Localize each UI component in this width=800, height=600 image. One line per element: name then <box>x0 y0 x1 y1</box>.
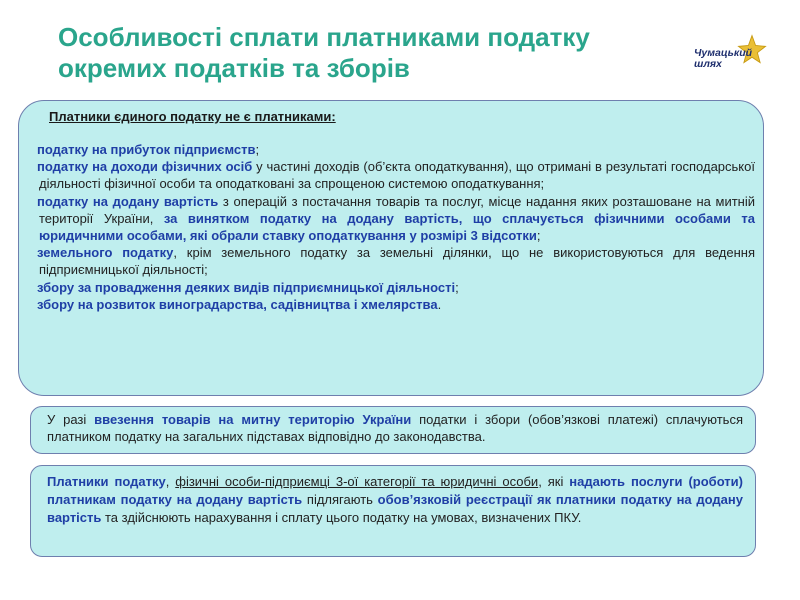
tax-detail: , крім земельного податку за земельні ділянки, що не використовуються для ведення підприємницької діяльності; <box>39 245 755 278</box>
vat-u1: фізичні особи-підприємці 3-ої категорії та юридичні особи <box>175 474 539 489</box>
tax-exception: за винятком податку на додану вартість, що сплачується фізичними особами та юридичними особами, які обрали ставку оподаткування у розмірі 3 відсотки <box>39 210 755 244</box>
logo-text: Чумацький шлях <box>694 47 753 70</box>
import-note-text <box>47 411 743 445</box>
tax-name: податку на прибуток підприємств <box>37 142 256 157</box>
list-item <box>25 158 755 192</box>
logo <box>686 30 780 82</box>
list-item <box>25 193 755 245</box>
tax-detail-end: ; <box>536 228 541 244</box>
tax-name: податку на додану вартість <box>37 193 219 209</box>
vat-registration-text <box>47 473 743 527</box>
vat-t4: та здійснюють нарахування і сплату цього податку на умовах, визначених ПКУ. <box>101 510 582 525</box>
panel-heading: Платники єдиного податку не є платниками: <box>49 109 336 124</box>
vat-registration-panel <box>30 465 756 557</box>
list-item <box>25 244 755 278</box>
tax-exemption-list <box>25 141 755 313</box>
tax-detail: з операцій з постачання товарів та послуг, місце надання яких розташоване на митній території України, <box>39 193 755 226</box>
vat-b2: надають послуги (роботи) платникам податку на додану вартість <box>47 474 743 507</box>
vat-b3: обов’язковій реєстрації як платники податку на додану вартість <box>47 492 743 525</box>
import-note-post: податки і збори (обов’язкові платежі) сплачуються платником податку на загальних підставах відповідно до законодавства. <box>47 412 743 444</box>
list-item <box>25 141 755 158</box>
tax-name: збору за провадження деяких видів підприємницької діяльності <box>37 279 456 295</box>
import-note-panel <box>30 406 756 454</box>
tax-name: земельного податку <box>37 245 174 261</box>
tax-detail: у частині доходів (об’єкта оподаткування), що отримані в результаті господарської діяльності фізичної особи та оподатковані за спрощеною системою оподаткування; <box>39 159 755 192</box>
slide-title: Особливості сплати платниками податку окремих податків та зборів <box>58 22 590 83</box>
non-payers-panel <box>18 100 764 396</box>
list-item <box>25 296 755 313</box>
vat-t1: , <box>165 474 176 489</box>
vat-t2: , які <box>538 474 570 489</box>
tax-detail: ; <box>255 142 260 157</box>
import-note-bold: ввезення товарів на митну територію України <box>94 412 412 427</box>
list-item <box>25 279 755 296</box>
import-note-pre: У разі <box>47 412 95 427</box>
tax-name: податку на доходи фізичних осіб <box>37 159 253 175</box>
tax-name: збору на розвиток виноградарства, садівництва і хмелярства <box>37 296 438 312</box>
tax-detail: . <box>437 296 442 312</box>
tax-detail: ; <box>455 279 459 295</box>
vat-b1: Платники податку <box>47 474 166 489</box>
vat-t3: підлягають <box>302 492 378 507</box>
